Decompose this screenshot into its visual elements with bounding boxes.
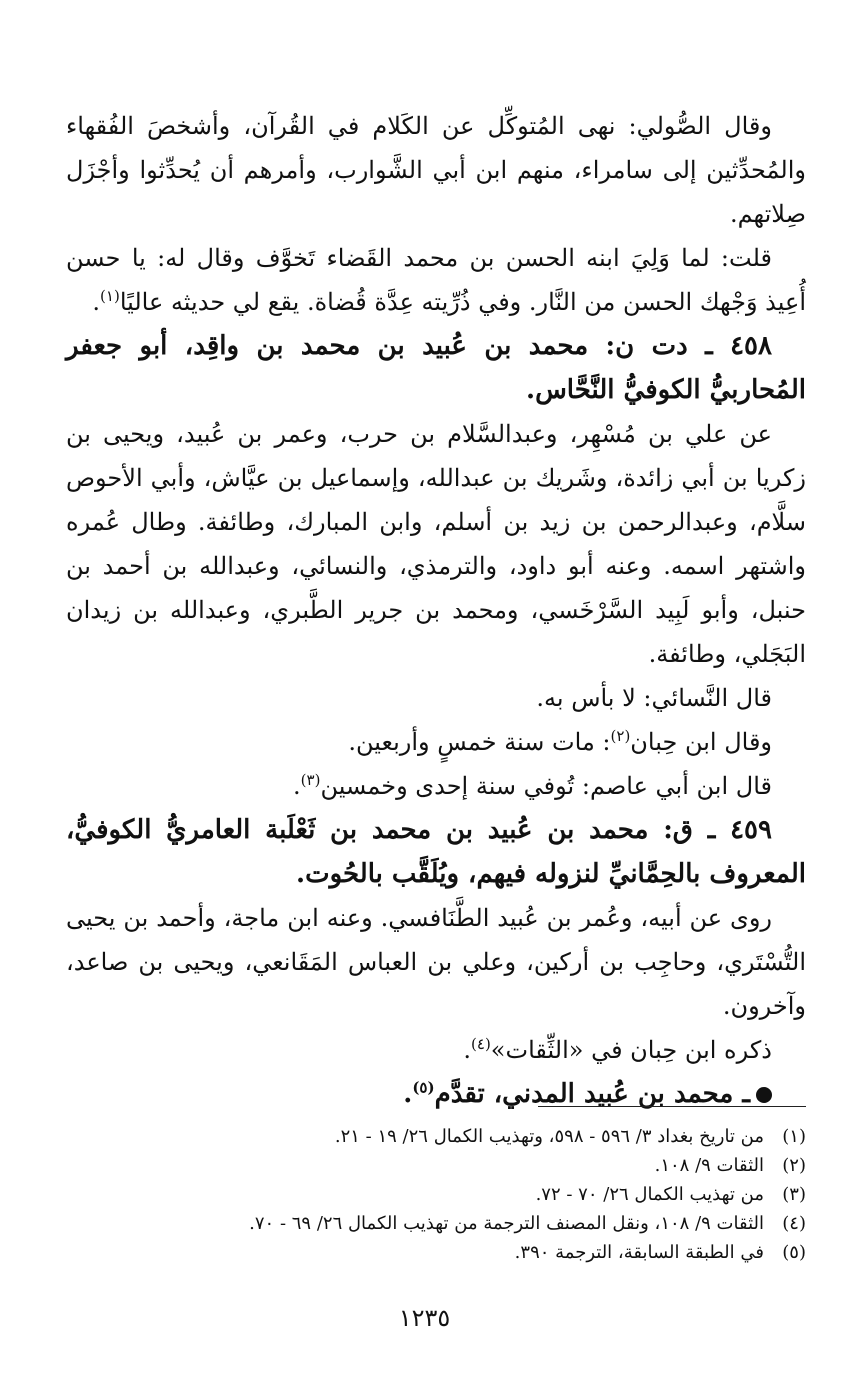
ibn-hibban-text: وقال ابن حِبان: [630, 728, 772, 756]
paragraph-narrators-458: عن علي بن مُسْهِر، وعبدالسَّلام بن حرب، وعمر بن عُبيد، ويحيى بن زكريا بن أبي زائدة، وشَريك بن عبدالله، وإسماعيل بن عيَّاش، وأبي الأحوص سلَّام، وعبدالرحمن بن زيد بن أسلم، وابن المبارك، وطائفة. وطال عُمره واشتهر اسمه. وعنه أبو داود، والترمذي، والنسائي، وعبدالله بن أحمد بن حنبل، وأبو لَبِيد السَّرْخَسي، ومحمد بن جرير الطَّبري، وعبدالله بن زيدان البَجَلي، وطائفة.: [66, 420, 806, 668]
paragraph-qultu-text: قلت: لما وَلِيَ ابنه الحسن بن محمد القَضاء تَخوَّف وقال له: يا حسن أُعِيذ وَجْهك الحسن من النَّار. وفي ذُرِّيته عِدَّة قُضاة. يقع لي حديثه عاليًا: [66, 244, 806, 316]
ibn-abi-asim-text: قال ابن أبي عاصم: تُوفي سنة إحدى وخمسين: [320, 772, 772, 800]
footnote-5: [66, 1238, 806, 1267]
main-text: [66, 104, 806, 1116]
footnote-number: (٣): [782, 1184, 806, 1205]
footnote-divider: [538, 1106, 806, 1107]
thiqat-text: ذكره ابن حِبان في «الثِّقات»: [490, 1036, 772, 1064]
paragraph-nasai: قال النَّسائي: لا بأس به.: [536, 684, 772, 712]
cross-reference-entry: ـ محمد بن عُبيد المدني، تقدَّم$^{(٥)}$.: [66, 1072, 806, 1116]
footnote-marker-5: (٥): [412, 1078, 435, 1097]
footnote-marker-2: (٢): [610, 727, 631, 745]
page-number: ١٢٣٥: [398, 1304, 451, 1332]
footnote-marker-3: (٣): [300, 771, 321, 789]
paragraph-ibn-hibban: [66, 720, 806, 764]
footnote-text: من تهذيب الكمال ٢٦/ ٧٠ - ٧٢.: [535, 1184, 764, 1205]
entry-heading-458: ٤٥٨ ـ دت ن: محمد بن عُبيد بن محمد بن واقِد، أبو جعفر المُحاربيُّ الكوفيُّ النَّحَّاس.: [66, 331, 806, 405]
footnote-2: [66, 1151, 806, 1180]
paragraph-qultu: قلت: لما وَلِيَ ابنه الحسن بن محمد القَضاء تَخوَّف وقال له: يا حسن أُعِيذ وَجْهك الحسن من النَّار. وفي ذُرِّيته عِدَّة قُضاة. يقع لي حديثه عاليًا$^{(١)}$.: [66, 244, 806, 316]
footnote-text: الثقات ٩/ ١٠٨، ونقل المصنف الترجمة من تهذيب الكمال ٢٦/ ٦٩ - ٧٠.: [249, 1213, 764, 1234]
footnote-3: [66, 1180, 806, 1209]
footnote-number: (١): [782, 1126, 806, 1147]
paragraph-suli: وقال الصُّولي: نهى المُتوكِّل عن الكَلام في القُرآن، وأشخصَ الفُقهاء والمُحدِّثين إلى سامراء، منهم ابن أبي الشَّوارب، وأمرهم أن يُحدِّثوا وأجْزَل صِلاتهم.: [66, 112, 806, 228]
footnote-number: (٢): [782, 1155, 806, 1176]
footnote-1: [66, 1122, 806, 1151]
bullet-icon: [756, 1087, 772, 1103]
footnote-4: [66, 1209, 806, 1238]
footnote-marker-1: (١): [100, 287, 120, 305]
footnotes: [66, 1122, 806, 1267]
footnote-number: (٤): [782, 1213, 806, 1234]
footnote-text: في الطبقة السابقة، الترجمة ٣٩٠.: [514, 1242, 764, 1263]
paragraph-narrators-459: روى عن أبيه، وعُمر بن عُبيد الطَّنَافسي. وعنه ابن ماجة، وأحمد بن يحيى التُّسْتَري، وحاجِب بن أركين، وعلي بن العباس المَقَانعي، ويحيى بن صاعد، وآخرون.: [66, 904, 806, 1020]
entry-heading-459: ٤٥٩ ـ ق: محمد بن عُبيد بن محمد بن ثَعْلَبة العامريُّ الكوفيُّ، المعروف بالحِمَّانيِّ لنزوله فيهم، ويُلَقَّب بالحُوت.: [66, 815, 806, 889]
footnote-text: الثقات ٩/ ١٠٨.: [654, 1155, 764, 1176]
paragraph-thiqat: ذكره ابن حِبان في «الثِّقات»$^{(٤)}$.: [463, 1035, 772, 1064]
cross-reference-text: ـ محمد بن عُبيد المدني، تقدَّم: [434, 1079, 750, 1109]
footnote-text: من تاريخ بغداد ٣/ ٥٩٦ - ٥٩٨، وتهذيب الكمال ٢٦/ ١٩ - ٢١.: [334, 1126, 764, 1147]
footnote-marker-4: (٤): [471, 1035, 491, 1053]
footnote-number: (٥): [782, 1242, 806, 1263]
paragraph-ibn-abi-asim: قال ابن أبي عاصم: تُوفي سنة إحدى وخمسين$^{(٣)}$.: [293, 771, 772, 800]
ibn-hibban-death: : مات سنة خمسٍ وأربعين.: [348, 728, 611, 756]
